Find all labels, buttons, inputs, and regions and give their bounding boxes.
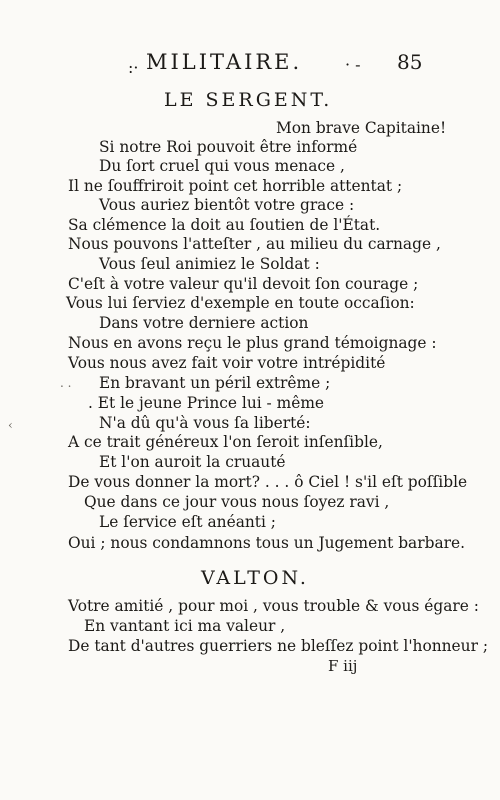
- speaker-name: VALTON.: [201, 567, 309, 589]
- verse-line: N'a dû qu'à vous ſa liberté:: [99, 414, 311, 432]
- verse-line: Vous lui ſerviez d'exemple en toute occaſion:: [66, 294, 415, 312]
- verse-line: Vous ſeul animiez le Soldat :: [99, 255, 320, 273]
- signature-mark: F iij: [328, 657, 358, 675]
- verse-line: Vous auriez bientôt votre grace :: [99, 196, 355, 214]
- verse-line: C'eſt à votre valeur qu'il devoit ſon courage ;: [68, 275, 419, 293]
- verse-line: Sa clémence la doit au ſoutien de l'État.: [68, 216, 381, 234]
- verse-line: Oui ; nous condamnons tous un Jugement barbare.: [68, 534, 465, 552]
- verse-line: Il ne ſouffriroit point cet horrible attentat ;: [68, 177, 403, 195]
- verse-line: Dans votre derniere action: [99, 314, 309, 332]
- verse-line: Vous nous avez fait voir votre intrépidité: [68, 354, 386, 372]
- verse-line: Mon brave Capitaine!: [276, 119, 447, 137]
- verse-line: Du ſort cruel qui vous menace ,: [99, 157, 345, 175]
- verse-line: . Et le jeune Prince lui - même: [88, 394, 325, 412]
- verse-line: En bravant un péril extrême ;: [99, 374, 331, 392]
- verse-line: De vous donner la mort? . . . ô Ciel ! s'il eſt poſſible: [68, 473, 468, 491]
- verse-line: Nous pouvons l'atteſter , au milieu du carnage ,: [68, 235, 441, 253]
- header-ornament: :·: [128, 58, 139, 77]
- header-ornament-right: · -: [345, 55, 361, 74]
- verse-line: Que dans ce jour vous nous ſoyez ravi ,: [84, 493, 390, 511]
- verse-line: Votre amitié , pour moi , vous trouble & vous égare :: [68, 597, 479, 615]
- margin-bracket: ‹: [8, 418, 13, 432]
- verse-line: Si notre Roi pouvoit être informé: [99, 138, 358, 156]
- verse-line: Le ſervice eſt anéanti ;: [99, 513, 276, 531]
- margin-dots: . .: [60, 376, 72, 390]
- running-title: MILITAIRE.: [146, 50, 303, 74]
- verse-line: A ce trait généreux l'on ſeroit inſenſible,: [68, 433, 383, 451]
- verse-line: Et l'on auroit la cruauté: [99, 453, 286, 471]
- running-header: [0, 50, 500, 80]
- verse-line: Nous en avons reçu le plus grand témoignage :: [68, 334, 437, 352]
- verse-line: En vantant ici ma valeur ,: [84, 617, 286, 635]
- page-number: 85: [397, 50, 423, 74]
- verse-line: De tant d'autres guerriers ne bleſſez point l'honneur ;: [68, 637, 489, 655]
- speaker-name: LE SERGENT.: [164, 89, 333, 111]
